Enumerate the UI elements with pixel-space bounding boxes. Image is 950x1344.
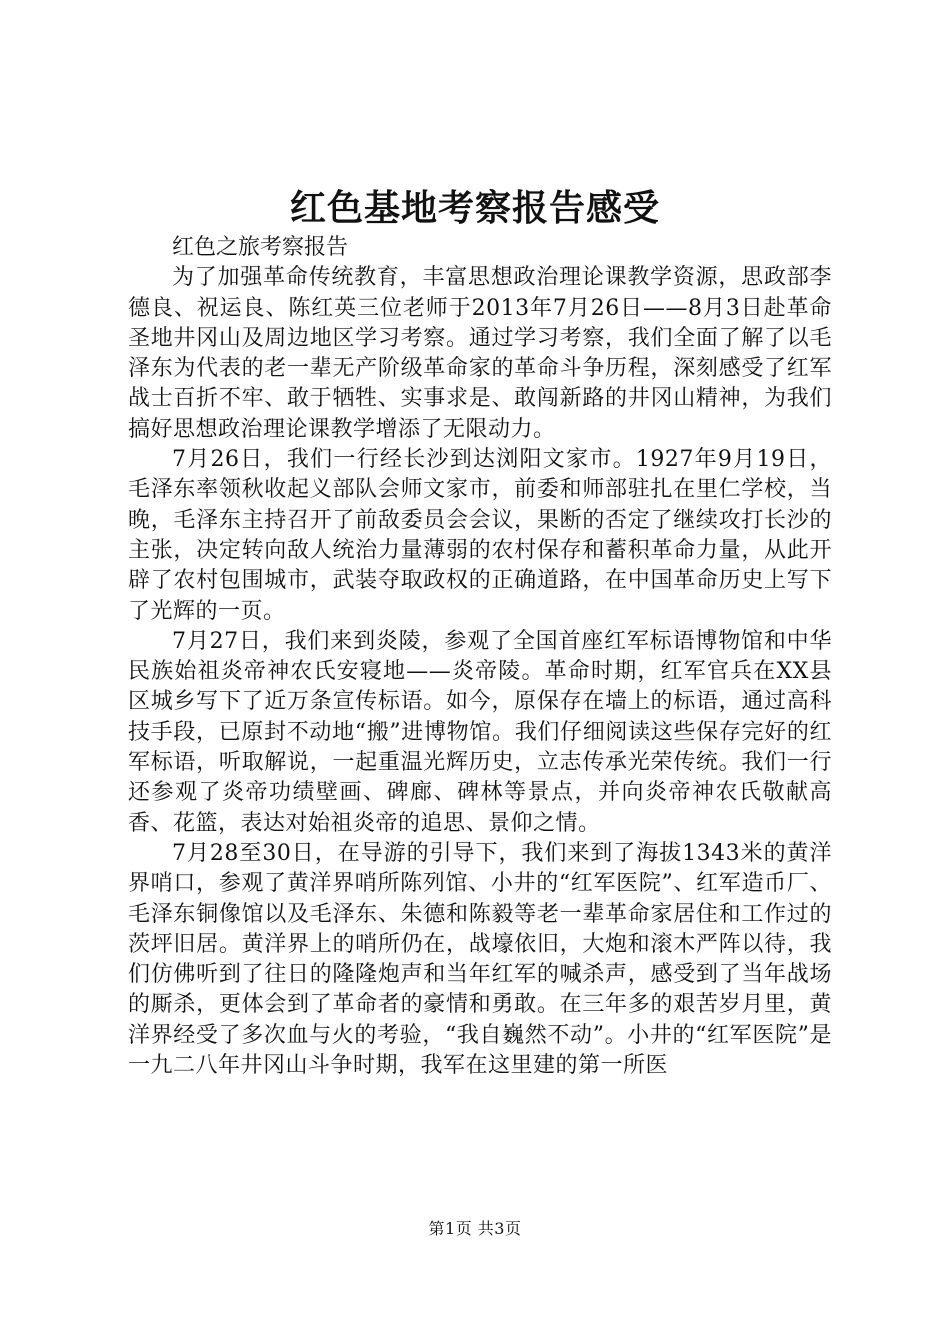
paragraph-3: 7月27日，我们来到炎陵，参观了全国首座红军标语博物馆和中华民族始祖炎帝神农氏安寝地——炎帝陵。革命时期，红军官兵在XX县区城乡写下了近万条宣传标语。如今，原保存在墙上的标语，通过高科技手段，已原封不动地“搬”进博物馆。我们仔细阅读这些保存完好的红军标语，听取解说，一起重温光辉历史，立志传承光荣传统。我们一行还参观了炎帝功绩壁画、碑廊、碑林等景点，并向炎帝神农氏敬献高香、花篮，表达对始祖炎帝的追思、景仰之情。 xyxy=(128,628,832,836)
document-title: 红色基地考察报告感受 xyxy=(289,187,660,229)
paragraph-4: 7月28至30日，在导游的引导下，我们来到了海拔1343米的黄洋界哨口，参观了黄洋界哨所陈列馆、小井的“红军医院”、红军造币厂、毛泽东铜像馆以及毛泽东、朱德和陈毅等老一辈革命家居住和工作过的茨坪旧居。黄洋界上的哨所仍在，战壕依旧，大炮和滚木严阵以待，我们仿佛听到了往日的隆隆炮声和当年红军的喊杀声，感受到了当年战场的厮杀，更体会到了革命者的豪情和勇敢。在三年多的艰苦岁月里，黄洋界经受了多次血与火的考验，“我自巍然不动”。小井的“红军医院”是一九二八年井冈山斗争时期，我军在这里建的第一所医 xyxy=(128,840,832,1079)
page-footer: 第1页 共3页 xyxy=(428,1219,522,1238)
paragraph-1: 为了加强革命传统教育，丰富思想政治理论课教学资源，思政部李德良、祝运良、陈红英三位老师于2013年7月26日——8月3日赴革命圣地井冈山及周边地区学习考察。通过学习考察，我们全面了解了以毛泽东为代表的老一辈无产阶级革命家的革命斗争历程，深刻感受了红军战士百折不牢、敢于牺牲、实事求是、敢闯新路的井冈山精神，为我们搞好思想政治理论课教学增添了无限动力。 xyxy=(128,265,832,442)
document-body xyxy=(128,233,832,1081)
report-subtitle: 红色之旅考察报告 xyxy=(172,235,349,260)
paragraph-2: 7月26日，我们一行经长沙到达浏阳文家市。1927年9月19日，毛泽东率领秋收起义部队会师文家市，前委和师部驻扎在里仁学校，当晚，毛泽东主持召开了前敌委员会会议，果断的否定了继续攻打长沙的主张，决定转向敌人统治力量薄弱的农村保存和蓄积革命力量，从此开辟了农村包围城市，武装夺取政权的正确道路，在中国革命历史上写下了光辉的一页。 xyxy=(128,447,832,624)
